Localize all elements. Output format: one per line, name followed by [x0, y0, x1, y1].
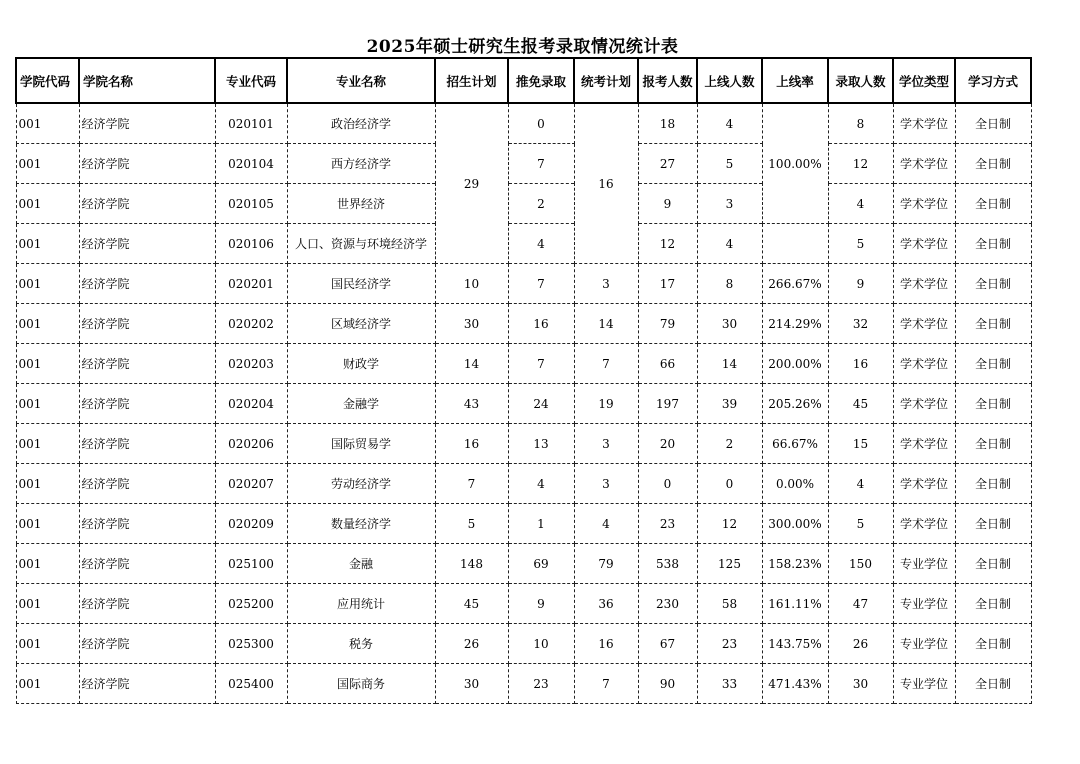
- cell-college-code: 001: [16, 584, 79, 624]
- cell-applicants: 9: [638, 184, 697, 224]
- header-plan: 招生计划: [435, 58, 508, 103]
- table-row: [16, 304, 1031, 344]
- cell-major-code: 020104: [215, 144, 287, 184]
- cell-degree-type: 学术学位: [893, 384, 955, 424]
- cell-major-name: 世界经济: [287, 184, 435, 224]
- cell-major-name: 劳动经济学: [287, 464, 435, 504]
- cell-exempt: 9: [508, 584, 574, 624]
- cell-applicants: 90: [638, 664, 697, 704]
- cell-admitted: 4: [828, 184, 893, 224]
- cell-college-name: 经济学院: [79, 103, 215, 144]
- cell-online-rate: 100.00%: [762, 103, 828, 224]
- cell-plan: 45: [435, 584, 508, 624]
- cell-exempt: 0: [508, 103, 574, 144]
- cell-admitted: 32: [828, 304, 893, 344]
- cell-admitted: 47: [828, 584, 893, 624]
- cell-online-rate: 161.11%: [762, 584, 828, 624]
- cell-online-rate: 266.67%: [762, 264, 828, 304]
- cell-online: 2: [697, 424, 762, 464]
- cell-exempt: 10: [508, 624, 574, 664]
- cell-college-name: 经济学院: [79, 664, 215, 704]
- cell-study-mode: 全日制: [955, 544, 1031, 584]
- cell-admitted: 4: [828, 464, 893, 504]
- cell-college-name: 经济学院: [79, 304, 215, 344]
- cell-unified-plan: 4: [574, 504, 638, 544]
- table-row: [16, 664, 1031, 704]
- cell-unified-plan: 7: [574, 664, 638, 704]
- cell-major-name: 税务: [287, 624, 435, 664]
- cell-major-name: 国际商务: [287, 664, 435, 704]
- cell-major-code: 020201: [215, 264, 287, 304]
- header-degree-type: 学位类型: [893, 58, 955, 103]
- cell-study-mode: 全日制: [955, 144, 1031, 184]
- cell-online-rate: 300.00%: [762, 504, 828, 544]
- cell-plan: 148: [435, 544, 508, 584]
- cell-college-name: 经济学院: [79, 224, 215, 264]
- cell-major-name: 应用统计: [287, 584, 435, 624]
- cell-applicants: 12: [638, 224, 697, 264]
- cell-applicants: 0: [638, 464, 697, 504]
- cell-college-name: 经济学院: [79, 184, 215, 224]
- cell-online-rate: [762, 224, 828, 264]
- cell-college-name: 经济学院: [79, 344, 215, 384]
- cell-unified-plan: 7: [574, 344, 638, 384]
- cell-college-code: 001: [16, 424, 79, 464]
- cell-college-code: 001: [16, 103, 79, 144]
- cell-plan: 43: [435, 384, 508, 424]
- table-row: [16, 584, 1031, 624]
- cell-major-name: 国民经济学: [287, 264, 435, 304]
- cell-online-rate: 66.67%: [762, 424, 828, 464]
- cell-plan: 30: [435, 304, 508, 344]
- cell-applicants: 67: [638, 624, 697, 664]
- cell-exempt: 1: [508, 504, 574, 544]
- cell-major-name: 区域经济学: [287, 304, 435, 344]
- cell-degree-type: 学术学位: [893, 344, 955, 384]
- cell-online-rate: 471.43%: [762, 664, 828, 704]
- cell-applicants: 197: [638, 384, 697, 424]
- cell-college-code: 001: [16, 184, 79, 224]
- cell-online: 23: [697, 624, 762, 664]
- cell-unified-plan: 16: [574, 624, 638, 664]
- page-title: 2025年硕士研究生报考录取情况统计表: [366, 37, 679, 57]
- cell-unified-plan: 16: [574, 103, 638, 264]
- cell-college-name: 经济学院: [79, 504, 215, 544]
- cell-major-code: 020206: [215, 424, 287, 464]
- cell-major-code: 025100: [215, 544, 287, 584]
- cell-exempt: 69: [508, 544, 574, 584]
- cell-exempt: 24: [508, 384, 574, 424]
- cell-degree-type: 专业学位: [893, 664, 955, 704]
- cell-college-name: 经济学院: [79, 384, 215, 424]
- cell-college-code: 001: [16, 624, 79, 664]
- cell-major-name: 西方经济学: [287, 144, 435, 184]
- table-row: [16, 384, 1031, 424]
- cell-applicants: 17: [638, 264, 697, 304]
- cell-admitted: 5: [828, 224, 893, 264]
- cell-degree-type: 学术学位: [893, 224, 955, 264]
- cell-applicants: 18: [638, 103, 697, 144]
- cell-unified-plan: 79: [574, 544, 638, 584]
- cell-exempt: 4: [508, 224, 574, 264]
- cell-college-name: 经济学院: [79, 464, 215, 504]
- cell-college-code: 001: [16, 224, 79, 264]
- cell-applicants: 20: [638, 424, 697, 464]
- cell-study-mode: 全日制: [955, 304, 1031, 344]
- cell-online-rate: 143.75%: [762, 624, 828, 664]
- cell-college-name: 经济学院: [79, 264, 215, 304]
- cell-online-rate: 158.23%: [762, 544, 828, 584]
- cell-college-code: 001: [16, 264, 79, 304]
- header-college-name: 学院名称: [79, 58, 215, 103]
- cell-plan: 5: [435, 504, 508, 544]
- cell-plan: 29: [435, 103, 508, 264]
- cell-exempt: 7: [508, 264, 574, 304]
- table-row: [16, 624, 1031, 664]
- cell-college-code: 001: [16, 664, 79, 704]
- cell-applicants: 538: [638, 544, 697, 584]
- cell-applicants: 230: [638, 584, 697, 624]
- cell-major-name: 数量经济学: [287, 504, 435, 544]
- cell-degree-type: 专业学位: [893, 624, 955, 664]
- cell-exempt: 13: [508, 424, 574, 464]
- cell-admitted: 9: [828, 264, 893, 304]
- cell-college-name: 经济学院: [79, 584, 215, 624]
- cell-major-name: 金融学: [287, 384, 435, 424]
- table-row: [16, 224, 1031, 264]
- cell-online: 0: [697, 464, 762, 504]
- cell-major-code: 020209: [215, 504, 287, 544]
- cell-major-code: 020204: [215, 384, 287, 424]
- cell-degree-type: 学术学位: [893, 504, 955, 544]
- header-exempt: 推免录取: [508, 58, 574, 103]
- cell-applicants: 79: [638, 304, 697, 344]
- cell-unified-plan: 19: [574, 384, 638, 424]
- table-row: [16, 424, 1031, 464]
- cell-degree-type: 学术学位: [893, 184, 955, 224]
- cell-college-code: 001: [16, 344, 79, 384]
- cell-study-mode: 全日制: [955, 184, 1031, 224]
- cell-college-code: 001: [16, 504, 79, 544]
- cell-admitted: 26: [828, 624, 893, 664]
- cell-degree-type: 学术学位: [893, 144, 955, 184]
- table-row: [16, 544, 1031, 584]
- cell-study-mode: 全日制: [955, 264, 1031, 304]
- cell-major-code: 020105: [215, 184, 287, 224]
- cell-college-code: 001: [16, 304, 79, 344]
- cell-unified-plan: 3: [574, 464, 638, 504]
- cell-online: 30: [697, 304, 762, 344]
- cell-plan: 26: [435, 624, 508, 664]
- cell-major-code: 025400: [215, 664, 287, 704]
- cell-unified-plan: 3: [574, 424, 638, 464]
- cell-college-code: 001: [16, 464, 79, 504]
- cell-applicants: 66: [638, 344, 697, 384]
- cell-online: 12: [697, 504, 762, 544]
- cell-exempt: 16: [508, 304, 574, 344]
- cell-applicants: 27: [638, 144, 697, 184]
- cell-major-code: 020101: [215, 103, 287, 144]
- cell-online: 3: [697, 184, 762, 224]
- cell-admitted: 45: [828, 384, 893, 424]
- cell-online: 125: [697, 544, 762, 584]
- cell-unified-plan: 36: [574, 584, 638, 624]
- table-row: [16, 344, 1031, 384]
- cell-degree-type: 学术学位: [893, 304, 955, 344]
- table-row: [16, 264, 1031, 304]
- cell-major-code: 020202: [215, 304, 287, 344]
- statistics-table: [15, 57, 1032, 704]
- cell-major-name: 人口、资源与环境经济学: [287, 224, 435, 264]
- cell-degree-type: 学术学位: [893, 464, 955, 504]
- cell-online: 4: [697, 103, 762, 144]
- cell-unified-plan: 14: [574, 304, 638, 344]
- cell-online: 5: [697, 144, 762, 184]
- header-admitted: 录取人数: [828, 58, 893, 103]
- cell-study-mode: 全日制: [955, 504, 1031, 544]
- cell-major-code: 020203: [215, 344, 287, 384]
- table-body: [16, 103, 1031, 704]
- cell-admitted: 8: [828, 103, 893, 144]
- table-row: [16, 144, 1031, 184]
- cell-study-mode: 全日制: [955, 224, 1031, 264]
- cell-applicants: 23: [638, 504, 697, 544]
- header-study-mode: 学习方式: [955, 58, 1031, 103]
- header-college-code: 学院代码: [16, 58, 79, 103]
- cell-study-mode: 全日制: [955, 384, 1031, 424]
- cell-admitted: 12: [828, 144, 893, 184]
- cell-online-rate: 205.26%: [762, 384, 828, 424]
- cell-admitted: 15: [828, 424, 893, 464]
- cell-major-name: 财政学: [287, 344, 435, 384]
- cell-degree-type: 专业学位: [893, 544, 955, 584]
- table-row: [16, 504, 1031, 544]
- cell-online: 33: [697, 664, 762, 704]
- cell-college-name: 经济学院: [79, 144, 215, 184]
- header-unified-plan: 统考计划: [574, 58, 638, 103]
- cell-online: 58: [697, 584, 762, 624]
- cell-study-mode: 全日制: [955, 664, 1031, 704]
- cell-exempt: 7: [508, 144, 574, 184]
- cell-major-name: 国际贸易学: [287, 424, 435, 464]
- cell-online: 4: [697, 224, 762, 264]
- cell-degree-type: 学术学位: [893, 424, 955, 464]
- table-row: [16, 184, 1031, 224]
- cell-exempt: 23: [508, 664, 574, 704]
- cell-major-code: 025200: [215, 584, 287, 624]
- cell-online-rate: 0.00%: [762, 464, 828, 504]
- cell-major-code: 020207: [215, 464, 287, 504]
- header-major-code: 专业代码: [215, 58, 287, 103]
- cell-college-code: 001: [16, 384, 79, 424]
- cell-admitted: 150: [828, 544, 893, 584]
- cell-degree-type: 学术学位: [893, 264, 955, 304]
- cell-admitted: 30: [828, 664, 893, 704]
- cell-plan: 10: [435, 264, 508, 304]
- cell-plan: 16: [435, 424, 508, 464]
- cell-exempt: 2: [508, 184, 574, 224]
- header-major-name: 专业名称: [287, 58, 435, 103]
- cell-study-mode: 全日制: [955, 464, 1031, 504]
- cell-online: 8: [697, 264, 762, 304]
- cell-major-name: 金融: [287, 544, 435, 584]
- cell-online-rate: 200.00%: [762, 344, 828, 384]
- cell-study-mode: 全日制: [955, 584, 1031, 624]
- table-row: [16, 103, 1031, 144]
- cell-major-name: 政治经济学: [287, 103, 435, 144]
- cell-college-name: 经济学院: [79, 544, 215, 584]
- cell-exempt: 7: [508, 344, 574, 384]
- cell-online: 39: [697, 384, 762, 424]
- cell-study-mode: 全日制: [955, 103, 1031, 144]
- cell-online-rate: 214.29%: [762, 304, 828, 344]
- cell-admitted: 5: [828, 504, 893, 544]
- cell-unified-plan: 3: [574, 264, 638, 304]
- cell-exempt: 4: [508, 464, 574, 504]
- cell-college-name: 经济学院: [79, 424, 215, 464]
- header-online: 上线人数: [697, 58, 762, 103]
- cell-plan: 7: [435, 464, 508, 504]
- cell-study-mode: 全日制: [955, 424, 1031, 464]
- cell-study-mode: 全日制: [955, 624, 1031, 664]
- cell-online: 14: [697, 344, 762, 384]
- cell-study-mode: 全日制: [955, 344, 1031, 384]
- cell-major-code: 020106: [215, 224, 287, 264]
- table-header-row: [16, 58, 1031, 103]
- table-row: [16, 464, 1031, 504]
- cell-admitted: 16: [828, 344, 893, 384]
- header-applicants: 报考人数: [638, 58, 697, 103]
- cell-degree-type: 专业学位: [893, 584, 955, 624]
- cell-major-code: 025300: [215, 624, 287, 664]
- cell-plan: 30: [435, 664, 508, 704]
- header-online-rate: 上线率: [762, 58, 828, 103]
- cell-college-name: 经济学院: [79, 624, 215, 664]
- cell-college-code: 001: [16, 144, 79, 184]
- cell-degree-type: 学术学位: [893, 103, 955, 144]
- cell-plan: 14: [435, 344, 508, 384]
- cell-college-code: 001: [16, 544, 79, 584]
